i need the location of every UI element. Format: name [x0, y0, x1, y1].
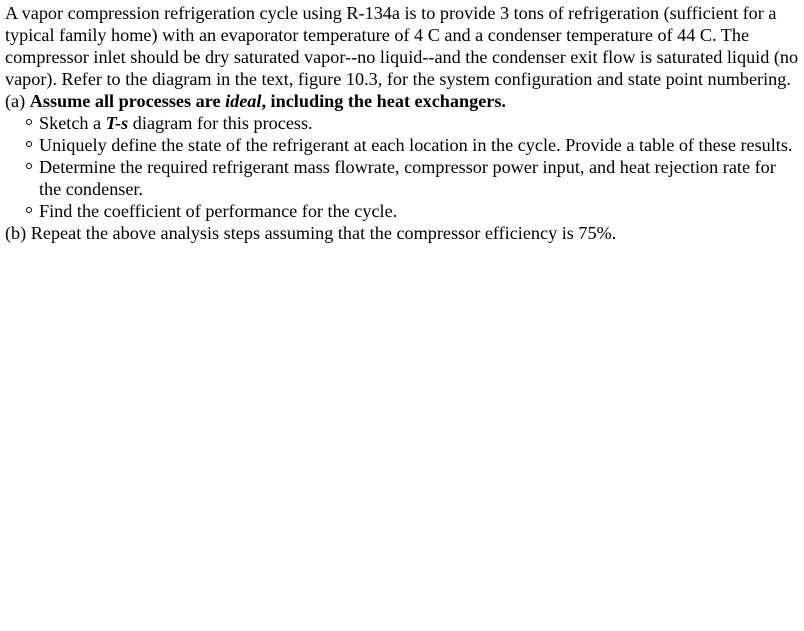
part-a-heading — [5, 90, 801, 112]
part-a-prefix: (a) — [5, 91, 30, 111]
part-a-heading-start: Assume all processes are — [29, 91, 226, 111]
task-3-text: Determine the required refrigerant mass flowrate, compressor power input, and heat rejection rate for the condenser. — [39, 157, 776, 199]
hollow-bullet-icon — [26, 163, 32, 169]
problem-document — [5, 2, 801, 244]
hollow-bullet-icon — [26, 119, 32, 125]
hollow-bullet-icon — [26, 141, 32, 147]
task-1-after: diagram for this process. — [128, 113, 313, 133]
part-a-task-list — [5, 112, 801, 222]
task-item-ts-diagram — [39, 112, 801, 134]
task-item-mass-flow — [39, 156, 801, 200]
part-b-text: (b) Repeat the above analysis steps assuming that the compressor efficiency is 75%. — [5, 223, 617, 243]
task-1-term: T-s — [105, 113, 129, 133]
hollow-bullet-icon — [26, 207, 32, 213]
part-a-heading-end: , including the heat exchangers. — [261, 91, 506, 111]
problem-intro: A vapor compression refrigeration cycle using R-134a is to provide 3 tons of refrigeration (sufficient for a typical family home) with an evaporator temperature of 4 C and a condenser temperature of 44 C. The compressor inlet should be dry saturated vapor--no liquid--and the condenser exit flow is saturated liquid (no vapor). Refer to the diagram in the text, figure 10.3, for the system configuration and state point numbering. — [5, 3, 799, 89]
task-1-before: Sketch a — [39, 113, 106, 133]
part-a-heading-italic: ideal — [225, 91, 262, 111]
task-item-cop — [39, 200, 801, 222]
task-4-text: Find the coefficient of performance for the cycle. — [39, 201, 398, 221]
task-2-text: Uniquely define the state of the refrigerant at each location in the cycle. Provide a table of these results. — [39, 135, 793, 155]
task-item-state-table — [39, 134, 801, 156]
